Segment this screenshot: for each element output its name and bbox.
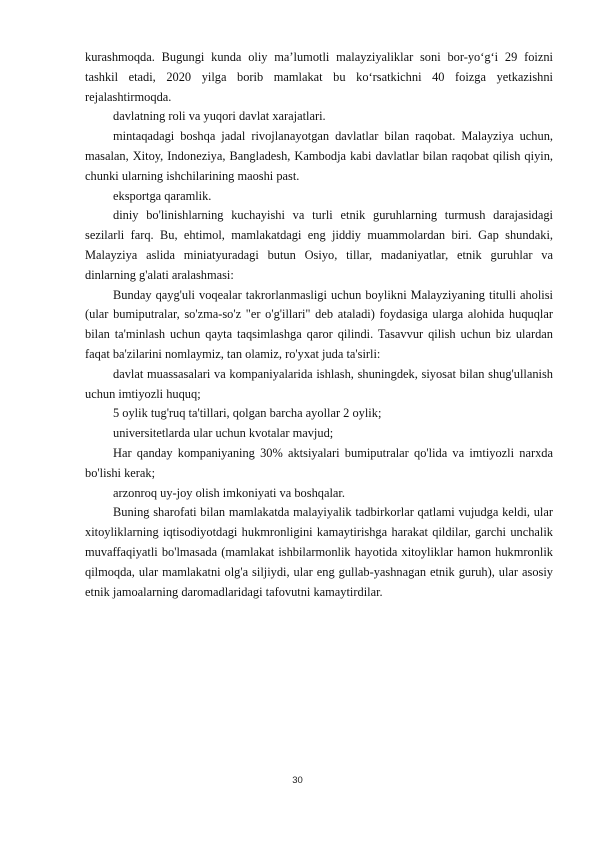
page-number: 30 bbox=[292, 775, 303, 786]
paragraph: arzonroq uy-joy olish imkoniyati va boshqalar. bbox=[113, 485, 345, 500]
paragraph: davlat muassasalari va kompaniyalarida ishlash, shuningdek, siyosat bilan shug'ullanish uchun imtiyozli huquq; bbox=[85, 366, 553, 401]
paragraph: universitetlarda ular uchun kvotalar mavjud; bbox=[113, 426, 334, 441]
paragraph: eksportga qaramlik. bbox=[113, 188, 212, 203]
page-content bbox=[85, 48, 553, 602]
paragraph: Bunday qayg'uli voqealar takrorlanmasligi uchun boylikni Malayziyaning titulli aholisi (ular bumiputralar, so'zma-so'z "er o'g'illari" deb ataladi) foydasiga ularga alohida huquqlar bilan ta'minlash uchun qayta taqsimlashga qaror qilindi. Tasavvur qilish uchun biz ulardan faqat ba'zilarini nomlaymiz, tan olamiz, ro'yxat juda ta'sirli: bbox=[85, 287, 553, 361]
paragraph: mintaqadagi boshqa jadal rivojlanayotgan davlatlar bilan raqobat. Malayziya uchun, masalan, Xitoy, Indoneziya, Bangladesh, Kambodja kabi davlatlar bilan raqobat qilish qiyin, chunki ularning ishchilarining maoshi past. bbox=[85, 129, 553, 183]
paragraph: Har qanday kompaniyaning 30% aktsiyalari bumiputralar qo'lida va imtiyozli narxda bo'lishi kerak; bbox=[85, 445, 553, 480]
paragraph: kurashmoqda. Bugungi kunda oliy ma’lumotli malayziyaliklar soni bor-yo‘g‘i 29 foizni tashkil etadi, 2020 yilga borib mamlakat bu ko‘rsatkichni 40 foizga yetkazishni rejalashtirmoqda. bbox=[85, 50, 553, 104]
paragraph: 5 oylik tug'ruq ta'tillari, qolgan barcha ayollar 2 oylik; bbox=[113, 406, 382, 421]
paragraph: davlatning roli va yuqori davlat xarajatlari. bbox=[113, 109, 326, 124]
paragraph: Buning sharofati bilan mamlakatda malayiyalik tadbirkorlar qatlami vujudga keldi, ular xitoyliklarning iqtisodiyotdagi hukmronligini kamaytirishga harakat qildilar, garchi unchalik muvaffaqiyatli bo'lmasada (mamlakat ishbilarmonlik hayotida xitoyliklar hamon hukmronlik qilmoqda, ular mamlakatni olg'a siljiydi, ular eng gullab-yashnagan etnik guruh), ular asosiy etnik jamoalarning daromadlaridagi tafovutni kamaytirdilar. bbox=[85, 505, 553, 599]
paragraph: diniy bo'linishlarning kuchayishi va turli etnik guruhlarning turmush darajasidagi sezilarli farq. Bu, ehtimol, mamlakatdagi eng jiddiy muammolardan biri. Gap shundaki, Malayziya aslida miniatyuradagi butun Osiyo, tillar, madaniyatlar, etnik guruhlar va dinlarning g'alati aralashmasi: bbox=[85, 208, 553, 282]
